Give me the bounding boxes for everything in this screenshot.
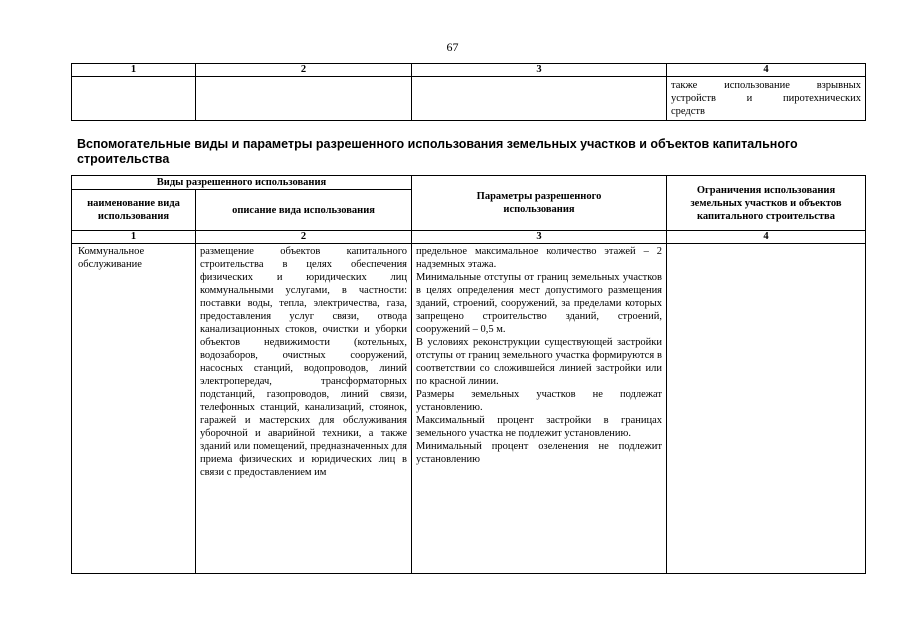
param-text: Минимальные отступы от границ земельных участков в целях определения мест допустимого размещения зданий, строений, сооружений, за пределами которых запрещено строительство зданий, строений, сооружений – 0,5 м. (416, 272, 663, 335)
name-header: наименование вида использования (72, 190, 196, 231)
text-line: также использование взрывных (671, 80, 861, 91)
empty-cell (72, 77, 196, 121)
table-row (72, 77, 866, 121)
column-number: 3 (412, 64, 667, 77)
empty-cell (412, 77, 667, 121)
restrictions-header: Ограничения использования земельных участков и объектов капитального строительства (667, 176, 866, 231)
param-text: Максимальный процент застройки в границах земельного участка не подлежит установлению. (416, 415, 663, 439)
description-header: описание вида использования (196, 190, 412, 231)
param-text: предельное максимальное количество этажей – 2 надземных этажа. (416, 246, 663, 270)
restrictions-cell (667, 244, 866, 574)
section-heading: Вспомогательные виды и параметры разрешенного использования земельных участков и объектов капитального строительства (77, 137, 798, 166)
column-number-row (72, 231, 866, 244)
column-number: 2 (196, 64, 412, 77)
empty-cell (196, 77, 412, 121)
column-number: 1 (72, 64, 196, 77)
continued-table (71, 63, 866, 121)
use-name-cell: Коммунальное обслуживание (72, 244, 196, 574)
column-number: 2 (196, 231, 412, 244)
params-header: Параметры разрешенного использования (412, 176, 667, 231)
column-number-row (72, 64, 866, 77)
use-description-cell: размещение объектов капитального строительства в целях обеспечения физических и юридических лиц коммунальными услугами, в частности: поставки воды, тепла, электричества, газа, предоставления услуг связи, отвода канализационных стоков, очистки и уборки объектов недвижимости (котельных, водозаборов, очистных сооружений, насосных станций, водопроводов, линий электропередач, трансформаторных подстанций, газопроводов, линий связи, телефонных станций, канализаций, стоянок, гаражей и мастерских для обслуживания уборочной и аварийной техники, а также зданий или помещений, предназначенных для приема физических и юридических лиц в связи с предоставлением им (196, 244, 412, 574)
header-row (72, 176, 866, 190)
text-line: устройств и пиротехнических (671, 93, 861, 104)
param-text: Размеры земельных участков не подлежат установлению. (416, 389, 663, 413)
column-number: 4 (667, 231, 866, 244)
param-text: Минимальный процент озеленения не подлежит установлению (416, 441, 663, 465)
page-number: 67 (446, 40, 459, 54)
column-number: 4 (667, 64, 866, 77)
column-number: 3 (412, 231, 667, 244)
column-number: 1 (72, 231, 196, 244)
text-line: средств (671, 106, 705, 117)
land-use-table (71, 175, 866, 574)
params-cell (412, 244, 667, 574)
param-text: В условиях реконструкции существующей застройки отступы от границ земельного участка формируются в соответствии со сложившейся линией застройки или по красной линии. (416, 337, 663, 387)
group-header: Виды разрешенного использования (72, 176, 412, 190)
table-row (72, 244, 866, 574)
restriction-cell (667, 77, 866, 121)
